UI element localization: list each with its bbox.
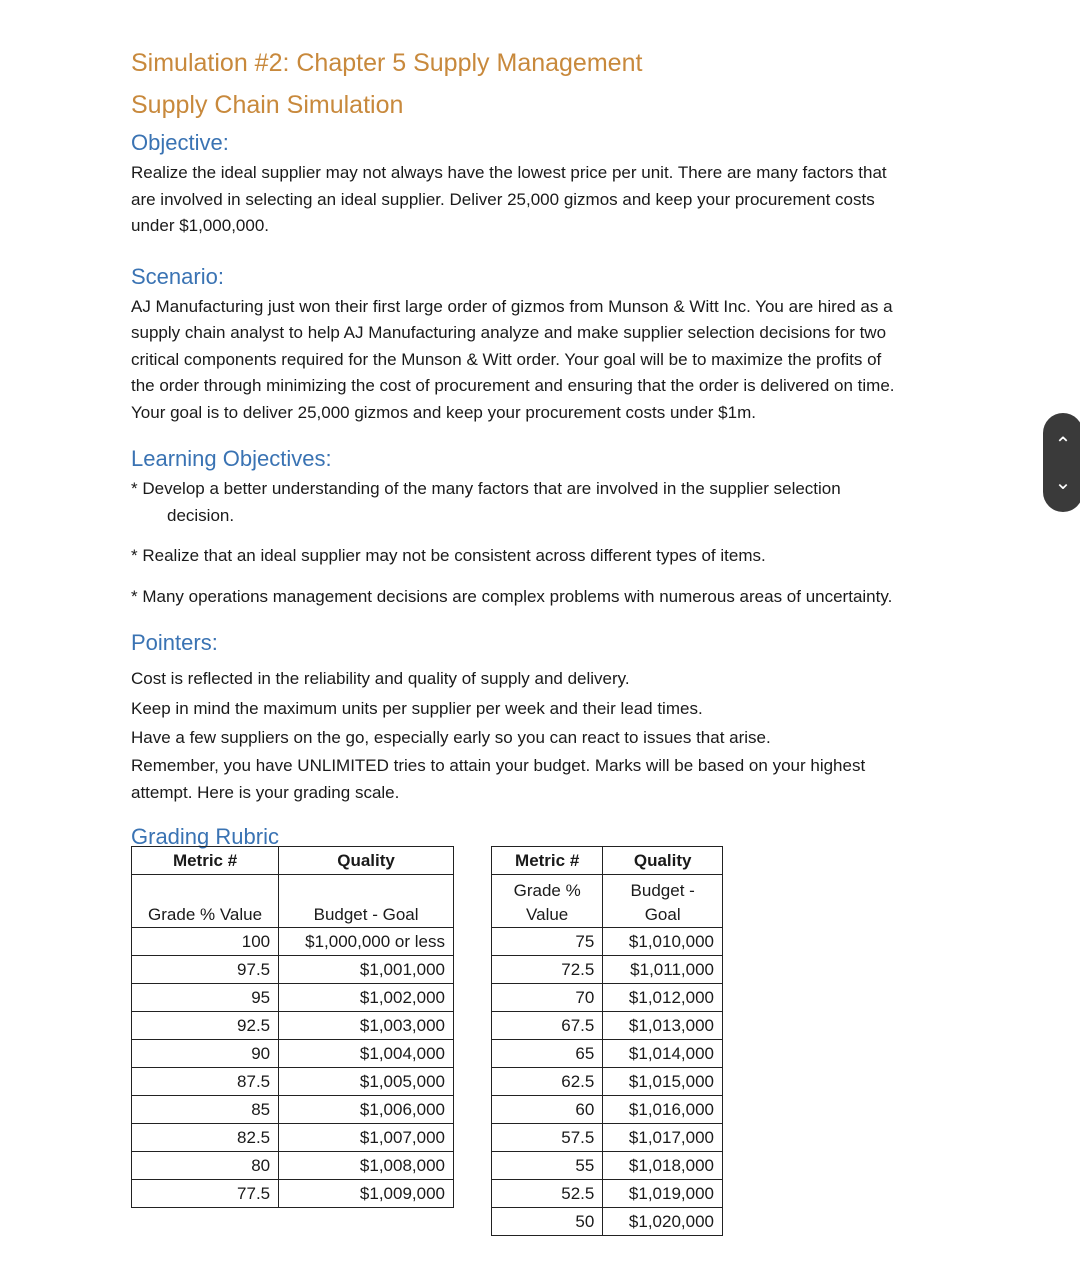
pointer-line: Have a few suppliers on the go, especially early so you can react to issues that arise. [131, 728, 771, 747]
table-row [492, 956, 723, 984]
budget-goal-cell: $1,014,000 [603, 1040, 723, 1068]
table-header-cell: Quality [279, 847, 454, 875]
grade-percent-cell: 65 [492, 1040, 603, 1068]
grade-percent-cell: 75 [492, 928, 603, 956]
grade-percent-cell: 72.5 [492, 956, 603, 984]
grade-percent-cell: 50 [492, 1208, 603, 1236]
scenario-section [131, 260, 981, 427]
budget-goal-cell: $1,011,000 [603, 956, 723, 984]
learning-objective-item [131, 476, 981, 503]
table-row [132, 1152, 454, 1180]
subheader-text: Budget - [630, 881, 695, 900]
subheader-text: Budget - Goal [313, 905, 419, 924]
table-row [492, 1040, 723, 1068]
table-row [132, 1096, 454, 1124]
budget-goal-cell: $1,004,000 [279, 1040, 454, 1068]
table-row [492, 984, 723, 1012]
objective-line: Realize the ideal supplier may not always have the lowest price per unit. There are many factors that [131, 163, 887, 182]
budget-goal-cell: $1,001,000 [279, 956, 454, 984]
table-subheader-cell [132, 875, 279, 928]
grade-percent-cell: 55 [492, 1152, 603, 1180]
table-row [492, 1180, 723, 1208]
document-subtitle: Supply Chain Simulation [131, 91, 404, 119]
scenario-line: supply chain analyst to help AJ Manufacturing analyze and make supplier selection decisions for two [131, 323, 887, 342]
grade-percent-cell: 57.5 [492, 1124, 603, 1152]
table-row [132, 928, 454, 956]
grade-percent-cell: 95 [132, 984, 279, 1012]
learning-objective-item [131, 543, 981, 570]
learning-objective-text: Develop a better understanding of the many factors that are involved in the supplier selection [142, 479, 841, 498]
table-subheader-row [132, 875, 454, 928]
budget-goal-cell: $1,005,000 [279, 1068, 454, 1096]
table-row [492, 1208, 723, 1236]
table-row [132, 1012, 454, 1040]
budget-goal-cell: $1,015,000 [603, 1068, 723, 1096]
table-row [492, 1012, 723, 1040]
scenario-line: critical components required for the Munson & Witt order. Your goal will be to maximize the profits of [131, 349, 882, 369]
table-row [132, 1040, 454, 1068]
scenario-heading: Scenario: [131, 263, 224, 289]
budget-goal-cell: $1,002,000 [279, 984, 454, 1012]
budget-goal-cell: $1,019,000 [603, 1180, 723, 1208]
grade-percent-cell: 62.5 [492, 1068, 603, 1096]
grade-percent-cell: 87.5 [132, 1068, 279, 1096]
objective-line: are involved in selecting an ideal supplier. Deliver 25,000 gizmos and keep your procurement costs [131, 189, 875, 209]
budget-goal-cell: $1,003,000 [279, 1012, 454, 1040]
pointer-line: Remember, you have UNLIMITED tries to attain your budget. Marks will be based on your highest [131, 756, 866, 775]
table-subheader-cell [603, 875, 723, 928]
table-row [492, 928, 723, 956]
table-header-row [132, 847, 454, 875]
learning-objectives-heading: Learning Objectives: [131, 446, 332, 471]
table-row [492, 1152, 723, 1180]
chevron-up-icon[interactable]: ⌃ [1054, 431, 1072, 456]
subheader-text: Value [526, 905, 569, 924]
scenario-line: AJ Manufacturing just won their first large order of gizmos from Munson & Witt Inc. You are hired as a [131, 296, 893, 316]
subheader-text: Grade % Value [148, 905, 263, 924]
budget-goal-cell: $1,017,000 [603, 1124, 723, 1152]
grade-percent-cell: 97.5 [132, 956, 279, 984]
budget-goal-cell: $1,018,000 [603, 1152, 723, 1180]
table-row [132, 1068, 454, 1096]
grade-percent-cell: 100 [132, 928, 279, 956]
document-page [131, 42, 981, 1231]
learning-objectives-section [131, 442, 981, 610]
scenario-line: Your goal is to deliver 25,000 gizmos and keep your procurement costs under $1m. [131, 402, 756, 422]
table-subheader-cell [492, 875, 603, 928]
pointers-heading: Pointers: [131, 630, 218, 655]
table-row [132, 1180, 454, 1208]
learning-objective-item [131, 584, 981, 611]
grade-percent-cell: 67.5 [492, 1012, 603, 1040]
objective-section [131, 126, 981, 240]
table-header-cell: Metric # [492, 847, 603, 875]
table-row [492, 1096, 723, 1124]
grade-percent-cell: 77.5 [132, 1180, 279, 1208]
grade-percent-cell: 92.5 [132, 1012, 279, 1040]
pointer-line: Keep in mind the maximum units per supplier per week and their lead times. [131, 699, 703, 718]
table-header-cell: Quality [603, 847, 723, 875]
grading-tables [131, 846, 981, 1246]
bullet-marker: * [131, 479, 138, 498]
table-row [492, 1068, 723, 1096]
chevron-down-icon[interactable]: ⌄ [1054, 469, 1072, 494]
subheader-text: Goal [644, 905, 681, 924]
learning-objective-text: Realize that an ideal supplier may not be consistent across different types of items. [142, 546, 766, 565]
budget-goal-cell: $1,016,000 [603, 1096, 723, 1124]
grading-heading: Grading Rubric [131, 824, 279, 849]
learning-objective-text: Many operations management decisions are complex problems with numerous areas of uncertainty. [142, 586, 893, 606]
table-row [132, 1124, 454, 1152]
budget-goal-cell: $1,012,000 [603, 984, 723, 1012]
grade-percent-cell: 80 [132, 1152, 279, 1180]
grading-table-1 [131, 846, 454, 1208]
grade-percent-cell: 82.5 [132, 1124, 279, 1152]
table-subheader-cell [279, 875, 454, 928]
objective-line: under $1,000,000. [131, 216, 270, 235]
budget-goal-cell: $1,008,000 [279, 1152, 454, 1180]
page-navigation-widget [1043, 413, 1080, 512]
objective-heading: Objective: [131, 130, 229, 155]
grading-table-2 [491, 846, 723, 1236]
budget-goal-cell: $1,013,000 [603, 1012, 723, 1040]
pointers-section [131, 626, 981, 806]
table-header-cell: Metric # [132, 847, 279, 875]
budget-goal-cell: $1,000,000 or less [279, 928, 454, 956]
budget-goal-cell: $1,009,000 [279, 1180, 454, 1208]
grade-percent-cell: 70 [492, 984, 603, 1012]
grade-percent-cell: 52.5 [492, 1180, 603, 1208]
scenario-line: the order through minimizing the cost of procurement and ensuring that the order is delivered on time. [131, 376, 895, 395]
bullet-marker: * [131, 586, 138, 606]
pointer-line: Cost is reflected in the reliability and quality of supply and delivery. [131, 669, 630, 688]
subheader-text: Grade % [513, 881, 581, 900]
grade-percent-cell: 90 [132, 1040, 279, 1068]
budget-goal-cell: $1,007,000 [279, 1124, 454, 1152]
pointer-line: attempt. Here is your grading scale. [131, 782, 400, 802]
table-header-row [492, 847, 723, 875]
bullet-marker: * [131, 546, 138, 565]
grade-percent-cell: 85 [132, 1096, 279, 1124]
document-title: Simulation #2: Chapter 5 Supply Management [131, 49, 643, 77]
grade-percent-cell: 60 [492, 1096, 603, 1124]
table-row [492, 1124, 723, 1152]
table-subheader-row [492, 875, 723, 928]
learning-objective-continuation: decision. [167, 505, 235, 525]
table-row [132, 984, 454, 1012]
table-row [132, 956, 454, 984]
budget-goal-cell: $1,010,000 [603, 928, 723, 956]
budget-goal-cell: $1,020,000 [603, 1208, 723, 1236]
budget-goal-cell: $1,006,000 [279, 1096, 454, 1124]
